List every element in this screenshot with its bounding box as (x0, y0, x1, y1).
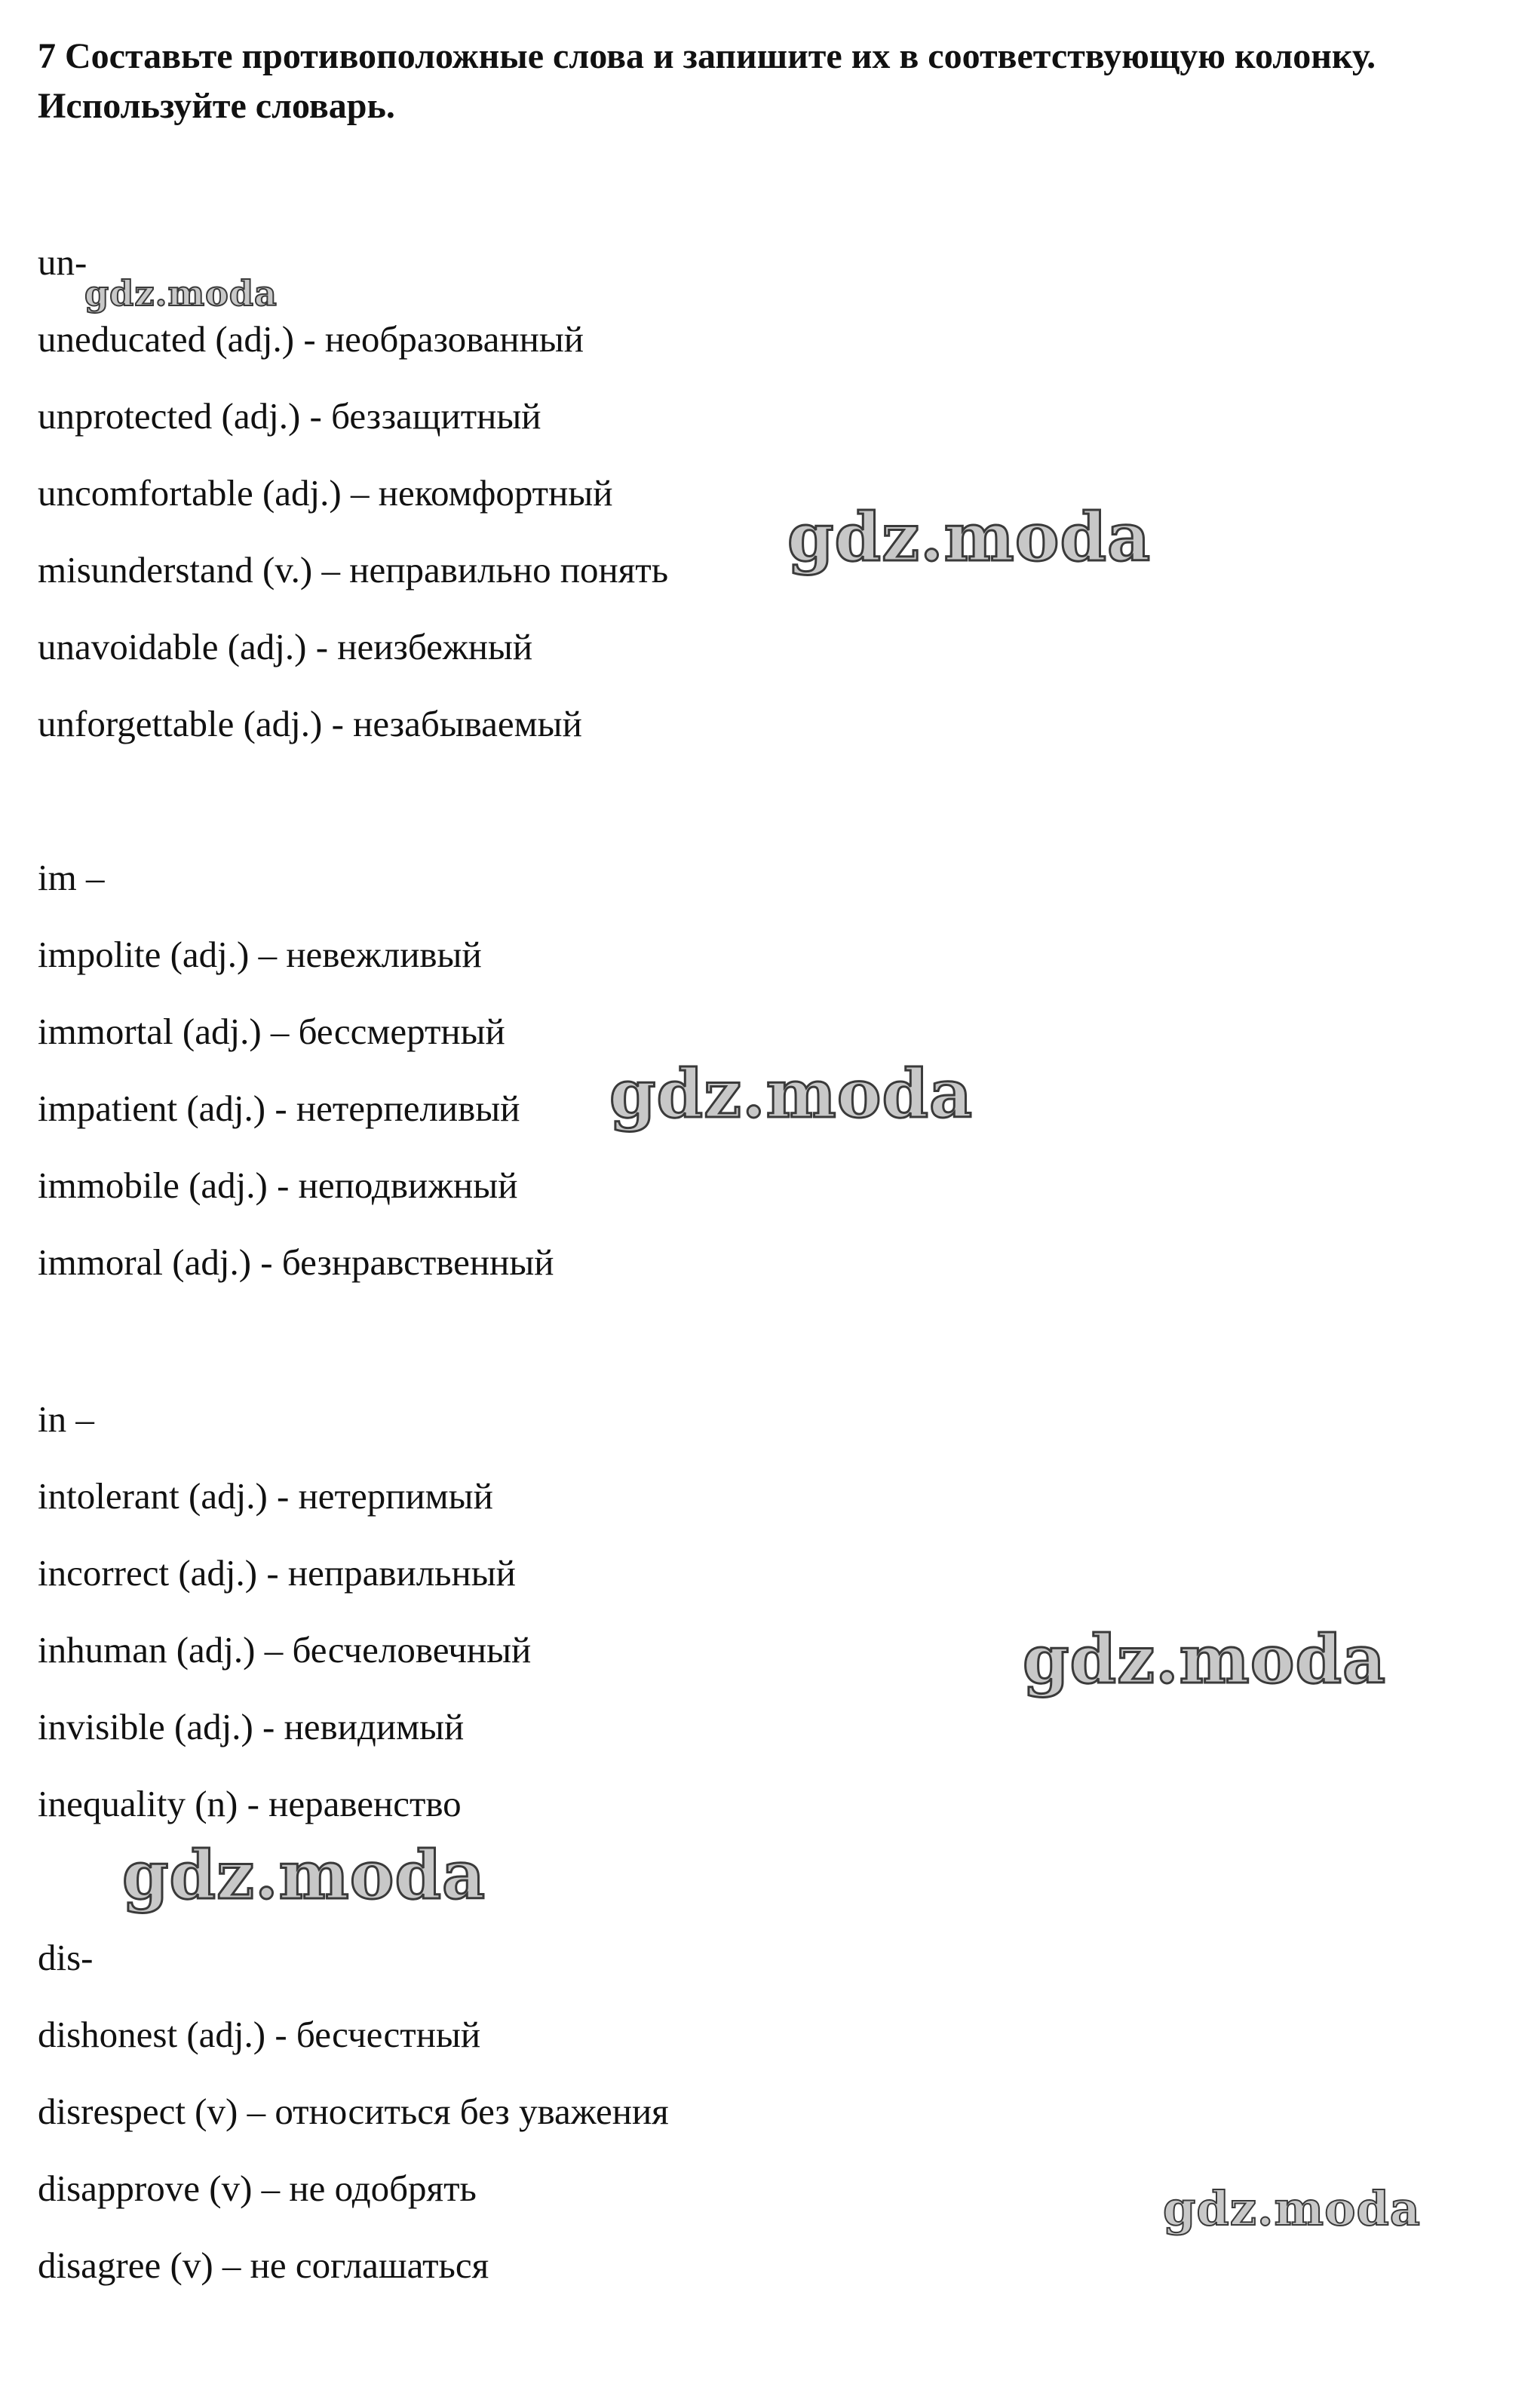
word-entry: immoral (adj.) - безнравственный (38, 1241, 554, 1283)
word-entry: incorrect (adj.) - неправильный (38, 1552, 516, 1594)
word-entry: dishonest (adj.) - бесчестный (38, 2014, 481, 2055)
word-entry: unprotected (adj.) - беззащитный (38, 395, 541, 437)
word-entry: unavoidable (adj.) - неизбежный (38, 626, 533, 667)
word-entry: invisible (adj.) - невидимый (38, 1706, 465, 1747)
watermark: gdz.moda (84, 273, 278, 314)
word-entry: uncomfortable (adj.) – некомфортный (38, 472, 613, 514)
word-entry: immortal (adj.) – бессмертный (38, 1011, 505, 1052)
watermark: gdz.moda (122, 1836, 486, 1914)
word-entry: impolite (adj.) – невежливый (38, 934, 482, 975)
group-prefix-im: im – (38, 857, 105, 898)
group-prefix-in: in – (38, 1398, 94, 1440)
word-entry: disagree (v) – не соглашаться (38, 2244, 489, 2286)
word-entry: impatient (adj.) - нетерпеливый (38, 1088, 520, 1129)
exercise-heading: 7 Составьте противоположные слова и запишите их в соответствующую колонку. Используйте словарь. (38, 36, 1376, 126)
word-entry: uneducated (adj.) - необразованный (38, 318, 584, 360)
word-entry: inhuman (adj.) – бесчеловечный (38, 1629, 532, 1671)
word-entry: inequality (n) - неравенство (38, 1783, 462, 1824)
group-prefix-dis: dis- (38, 1937, 94, 1978)
group-prefix-un: un- (38, 241, 87, 283)
word-entry: immobile (adj.) - неподвижный (38, 1164, 518, 1206)
word-entry: misunderstand (v.) – неправильно понять (38, 549, 669, 591)
watermark: gdz.moda (1163, 2181, 1421, 2236)
watermark: gdz.moda (1023, 1620, 1387, 1698)
word-entry: disapprove (v) – не одобрять (38, 2168, 477, 2209)
word-entry: intolerant (adj.) - нетерпимый (38, 1475, 493, 1517)
word-entry: disrespect (v) – относиться без уважения (38, 2091, 669, 2132)
word-entry: unforgettable (adj.) - незабываемый (38, 703, 582, 744)
watermark: gdz.moda (609, 1054, 974, 1133)
watermark: gdz.moda (787, 498, 1152, 576)
